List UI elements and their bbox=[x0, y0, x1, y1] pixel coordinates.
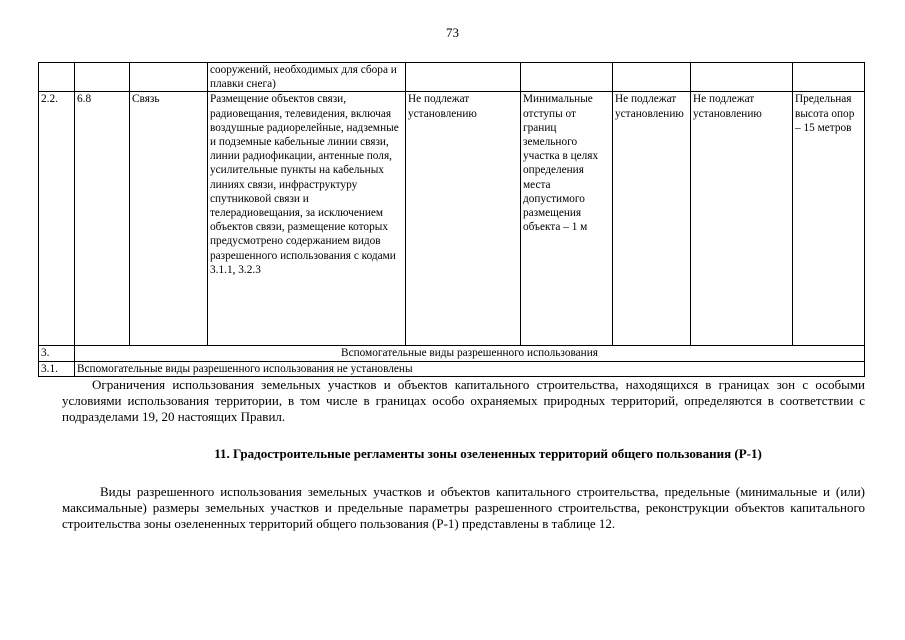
subsection-text-cell: Вспомогательные виды разрешенного использования не установлены bbox=[75, 361, 865, 376]
restrictions-paragraph: Ограничения использования земельных участков и объектов капитального строительства, находящихся в границах зон с особыми условиями использования территории, в том числе в границах особо охраняемых природных территорий, определяются в соответствии с подразделами 19, 20 настоящих Правил. bbox=[62, 377, 865, 424]
regulations-table bbox=[38, 62, 865, 377]
plot-size-cell: Не подлежат установлению bbox=[406, 92, 521, 346]
page-number: 73 bbox=[446, 25, 459, 40]
table-cell bbox=[130, 63, 208, 92]
table-cell bbox=[613, 63, 691, 92]
coverage-cell: Не подлежат установлению bbox=[691, 92, 793, 346]
use-code-cell: 6.8 bbox=[75, 92, 130, 346]
table-cell bbox=[406, 63, 521, 92]
table-row bbox=[39, 92, 865, 346]
height-cell: Предельная высота опор – 15 метров bbox=[793, 92, 865, 346]
table-cell bbox=[521, 63, 613, 92]
table-cell bbox=[39, 63, 75, 92]
row-number-cell: 2.2. bbox=[39, 92, 75, 346]
intro-paragraph: Виды разрешенного использования земельных участков и объектов капитального строительства, предельные (минимальные и (или) максимальные) размеры земельных участков и предельные параметры разрешенного строительства, реконструкции объектов капитального строительства зоны озелененных территорий общего пользования (Р-1) представлены в таблице 12. bbox=[62, 484, 865, 531]
table-cell: сооружений, необходимых для сбора и плавки снега) bbox=[208, 63, 406, 92]
section-heading: 11. Градостроительные регламенты зоны озелененных территорий общего пользования (Р-1) bbox=[214, 446, 762, 461]
setbacks-cell: Минимальные отступы от границ земельного участка в целях определения места допустимого размещения объекта – 1 м bbox=[521, 92, 613, 346]
table-row bbox=[39, 361, 865, 376]
use-description-cell: Размещение объектов связи, радиовещания, телевидения, включая воздушные радиорелейные, надземные и подземные кабельные линии связи, линии радиофикации, антенные поля, усилительные пункты на кабельных линиях связи, инфраструктуру спутниковой связи и телерадиовещания, за исключением объектов связи, размещение которых предусмотрено содержанием видов разрешенного использования с кодами 3.1.1, 3.2.3 bbox=[208, 92, 406, 346]
subsection-number-cell: 3.1. bbox=[39, 361, 75, 376]
section-title-cell: Вспомогательные виды разрешенного использования bbox=[75, 346, 865, 361]
table-cell bbox=[691, 63, 793, 92]
table-cell bbox=[793, 63, 865, 92]
use-name-cell: Связь bbox=[130, 92, 208, 346]
table-section-row bbox=[39, 346, 865, 361]
table-row bbox=[39, 63, 865, 92]
section-number-cell: 3. bbox=[39, 346, 75, 361]
table-cell bbox=[75, 63, 130, 92]
floors-cell: Не подлежат установлению bbox=[613, 92, 691, 346]
